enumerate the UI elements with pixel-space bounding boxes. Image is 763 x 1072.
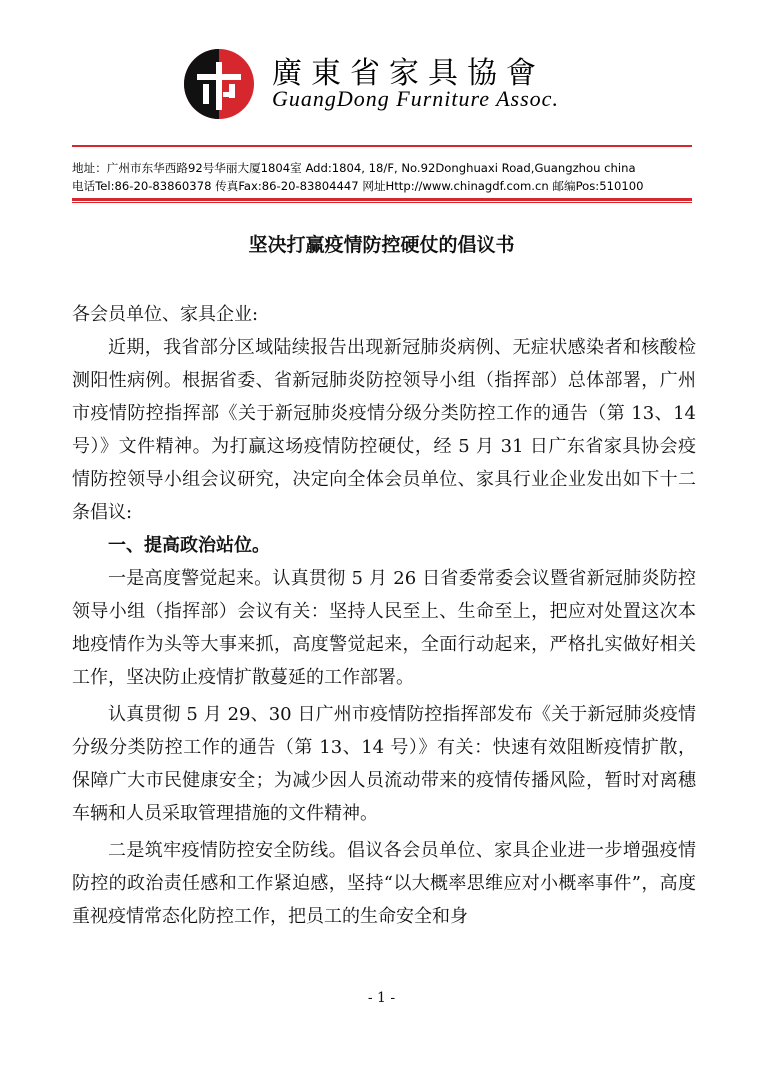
header-divider-top bbox=[72, 145, 692, 147]
document-body bbox=[72, 298, 696, 933]
header-divider-bottom-thin bbox=[72, 202, 692, 203]
document-title: 坚决打赢疫情防控硬仗的倡议书 bbox=[248, 234, 515, 256]
header-divider-bottom bbox=[72, 198, 692, 201]
page-number: - 1 - bbox=[367, 990, 396, 1006]
paragraph-4: 二是筑牢疫情防控安全防线。倡议各会员单位、家具企业进一步增强疫情防控的政治责任感和工作紧迫感，坚持“以大概率思维应对小概率事件”，高度重视疫情常态化防控工作，把员工的生命安全和身 bbox=[72, 840, 696, 927]
paragraph-1: 近期，我省部分区域陆续报告出现新冠肺炎病例、无症状感染者和核酸检测阳性病例。根据省委、省新冠肺炎防控领导小组（指挥部）总体部署，广州市疫情防控指挥部《关于新冠肺炎疫情分级分类防控工作的通告（第 13、14 号）》文件精神。为打赢这场疫情防控硬仗，经 5 月 31 日广东省家具协会疫情防控领导小组会议研究，决定向全体会员单位、家具行业企业发出如下十二条倡议: bbox=[72, 337, 696, 523]
salutation: 各会员单位、家具企业: bbox=[72, 304, 259, 325]
org-name-en: GuangDong Furniture Assoc. bbox=[272, 86, 559, 111]
org-name-cn: 廣東省家具協會 bbox=[272, 56, 545, 91]
paragraph-3: 认真贯彻 5 月 29、30 日广州市疫情防控指挥部发布《关于新冠肺炎疫情分级分类防控工作的通告（第 13、14 号）》有关：快速有效阻断疫情扩散，保障广大市民健康安全；为减少因人员流动带来的疫情传播风险，暂时对离穗车辆和人员采取管理措施的文件精神。 bbox=[72, 704, 696, 824]
association-logo bbox=[183, 48, 255, 120]
contact-line: 电话Tel:86-20-83860378 传真Fax:86-20-83804447 网址Http://www.chinagdf.com.cn 邮编Pos:510100 bbox=[72, 179, 644, 193]
address-line: 地址：广州市东华西路92号华丽大厦1804室 Add:1804, 18/F, No.92Donghuaxi Road,Guangzhou china bbox=[72, 161, 636, 175]
section-heading-1: 一、提高政治站位。 bbox=[108, 535, 270, 556]
paragraph-2: 一是高度警觉起来。认真贯彻 5 月 26 日省委常委会议暨省新冠肺炎防控领导小组（指挥部）会议有关：坚持人民至上、生命至上，把应对处置这次本地疫情作为头等大事来抓，高度警觉起来，全面行动起来，严格扎实做好相关工作，坚决防止疫情扩散蔓延的工作部署。 bbox=[72, 568, 696, 688]
